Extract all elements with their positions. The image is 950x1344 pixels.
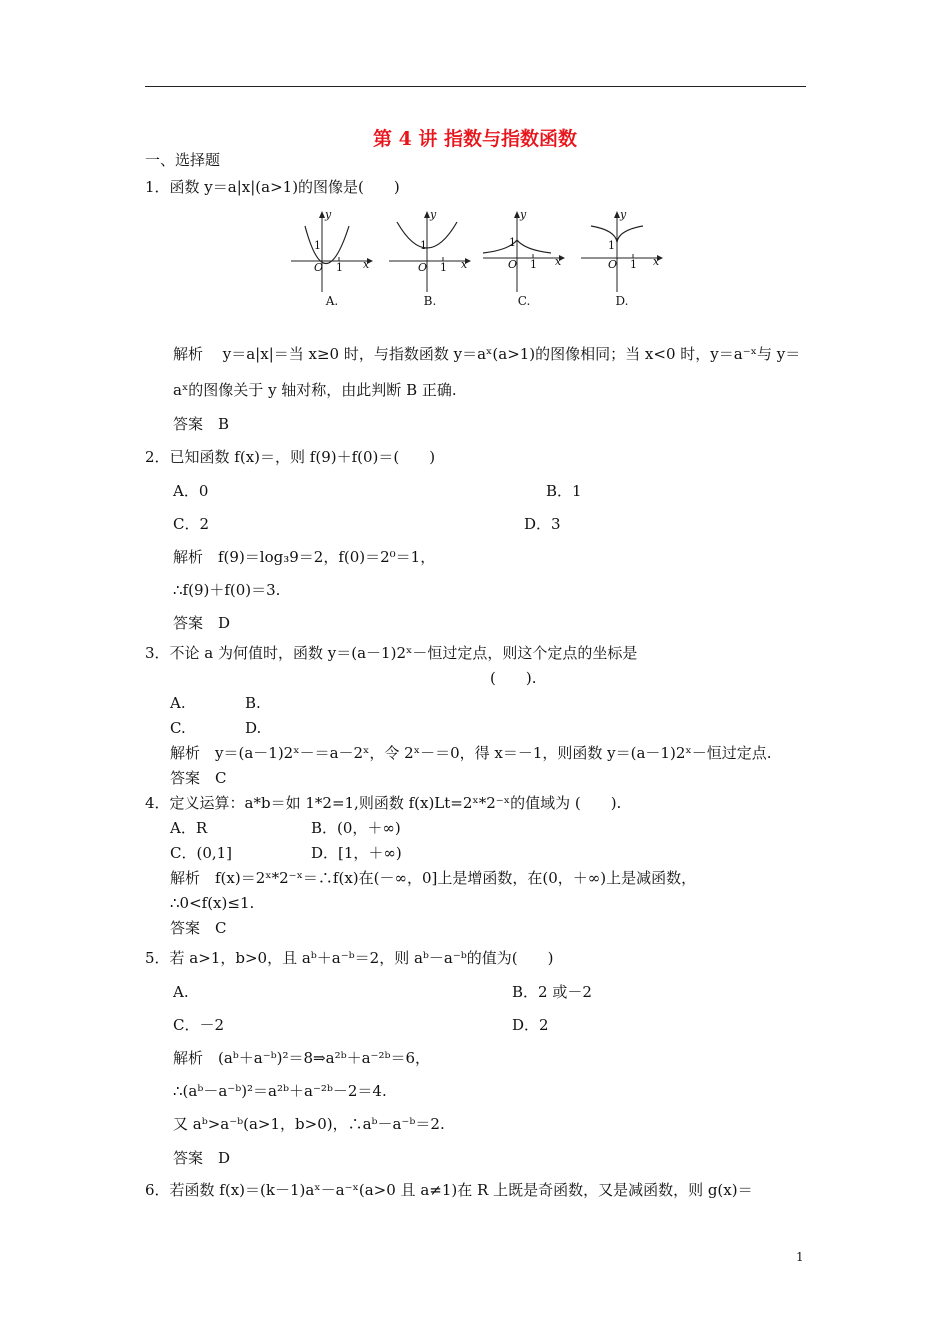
q1-figures: [287, 206, 667, 316]
figure-a-label: A.: [325, 294, 339, 308]
q2-solution-line2: ∴f(9)＋f(0)＝3.: [173, 581, 281, 599]
q2-stem: 2．已知函数 f(x)＝，则 f(9)＋f(0)＝( ): [145, 448, 436, 466]
figure-d: y x O 1 1 D.: [577, 206, 667, 316]
q4-option-a: A．R: [170, 819, 208, 837]
q3-option-c: C.: [170, 719, 186, 737]
q4-option-c: C．(0,1]: [170, 844, 233, 862]
q4-answer: 答案 C: [170, 919, 227, 937]
q2-option-b: B．1: [546, 482, 582, 500]
q5-stem: 5．若 a>1，b>0，且 aᵇ＋a⁻ᵇ＝2，则 aᵇ－a⁻ᵇ的值为( ): [145, 949, 554, 967]
q3-solution: 解析 y＝(a－1)2ˣ－＝a－2ˣ，令 2ˣ－＝0，得 x＝－1，则函数 y＝(a－1)2ˣ－恒过定点.: [170, 744, 772, 762]
section-heading: 一、选择题: [145, 151, 221, 169]
q4-option-d: D．[1，＋∞): [311, 844, 402, 862]
header-rule: [145, 86, 806, 87]
q1-answer: 答案 B: [173, 415, 230, 433]
q5-solution-line1: 解析 (aᵇ＋a⁻ᵇ)²＝8⇒a²ᵇ＋a⁻²ᵇ＝6，: [173, 1049, 431, 1067]
q5-answer: 答案 D: [173, 1149, 231, 1167]
q6-stem: 6．若函数 f(x)＝(k－1)aˣ－a⁻ˣ(a>0 且 a≠1)在 R 上既是奇函数，又是减函数，则 g(x)＝: [145, 1181, 753, 1199]
q1-stem: 1．函数 y＝a|x|(a>1)的图像是( ): [145, 178, 400, 196]
figure-a: y x O 1 1 A.: [287, 206, 377, 316]
figure-c: y x O 1 1 C.: [479, 206, 569, 316]
q5-option-d: D．2: [512, 1016, 549, 1034]
q4-stem: 4．定义运算：a*b＝如 1*2=1,则函数 f(x)Lt=2ˣ*2⁻ˣ的值域为 ( ).: [145, 794, 622, 812]
q2-option-a: A．0: [173, 482, 209, 500]
figure-d-label: D.: [615, 294, 629, 308]
q5-option-c: C．－2: [173, 1016, 225, 1034]
q5-option-b: B．2 或－2: [512, 983, 592, 1001]
q2-solution-line1: 解析 f(9)＝log₃9＝2，f(0)＝2⁰＝1，: [173, 548, 436, 566]
q4-option-b: B．(0，＋∞): [311, 819, 401, 837]
q5-solution-line3: 又 aᵇ>a⁻ᵇ(a>1，b>0)，∴aᵇ－a⁻ᵇ＝2.: [173, 1115, 445, 1133]
q3-answer-paren: ( ).: [490, 669, 537, 687]
q3-option-d: D.: [245, 719, 262, 737]
q2-answer: 答案 D: [173, 614, 231, 632]
q3-option-a: A.: [170, 694, 186, 712]
page-number: 1: [796, 1250, 804, 1264]
q3-stem: 3．不论 a 为何值时，函数 y＝(a－1)2ˣ－恒过定点，则这个定点的坐标是: [145, 644, 638, 662]
q5-solution-line2: ∴(aᵇ－a⁻ᵇ)²＝a²ᵇ＋a⁻²ᵇ－2＝4.: [173, 1082, 387, 1100]
q4-solution-line1: 解析 f(x)＝2ˣ*2⁻ˣ＝∴f(x)在(－∞，0]上是增函数，在(0，＋∞)上是减函数，: [170, 869, 697, 887]
q3-answer: 答案 C: [170, 769, 227, 787]
figure-b: y x O 1 1 B.: [385, 206, 475, 316]
page-title: 第 4 讲 指数与指数函数: [372, 128, 578, 150]
q5-option-a: A.: [173, 983, 189, 1001]
figure-b-label: B.: [423, 294, 437, 308]
q4-solution-line2: ∴0<f(x)≤1.: [170, 894, 255, 912]
q2-option-d: D．3: [524, 515, 561, 533]
q1-solution-line1: 解析 y＝a|x|＝当 x≥0 时，与指数函数 y＝aˣ(a>1)的图像相同；当 x<0 时，y＝a⁻ˣ与 y＝: [173, 345, 801, 363]
q3-option-b: B.: [245, 694, 261, 712]
figure-c-label: C.: [517, 294, 531, 308]
q2-option-c: C．2: [173, 515, 210, 533]
q1-solution-line2: aˣ的图像关于 y 轴对称，由此判断 B 正确.: [173, 381, 457, 399]
